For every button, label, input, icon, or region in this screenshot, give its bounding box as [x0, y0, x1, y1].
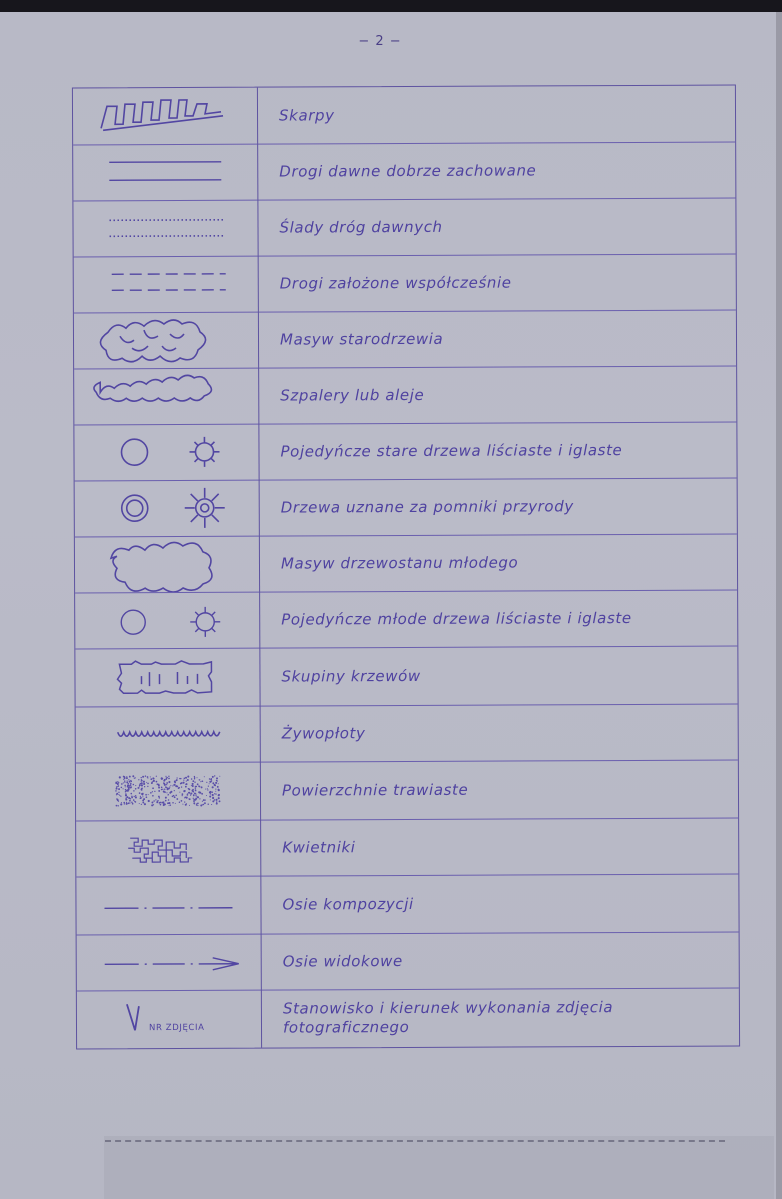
legend-label: Ślady dróg dawnych [279, 217, 443, 237]
legend-label: Drogi założone współcześnie [279, 273, 512, 293]
scan-dashed-edge [105, 1140, 725, 1143]
legend-label: Drzewa uznane za pomniki przyrody [280, 497, 574, 517]
legend-label: Masyw starodrzewia [279, 329, 444, 349]
double-line-icon [73, 144, 258, 201]
dashed-lines-icon [74, 256, 259, 313]
young-single-trees-icon [75, 592, 260, 649]
legend-label: Skupiny krzewów [281, 666, 421, 686]
composition-axis-icon [76, 876, 261, 935]
legend-label: Stanowisko i kierunek wykonania zdjęcia fotograficznego [282, 998, 614, 1037]
legend-label: Masyw drzewostanu młodego [280, 553, 519, 573]
legend-row [75, 478, 737, 538]
flowerbed-icon [76, 820, 261, 877]
dotted-lines-icon [73, 200, 258, 257]
legend-label: Kwietniki [282, 838, 356, 857]
legend-row [74, 254, 736, 314]
legend-row [75, 590, 737, 650]
legend-label: Powierzchnie trawiaste [281, 780, 469, 800]
photo-number-stamp: NR ZDJĘCIA [148, 1022, 205, 1034]
shrub-group-icon [75, 648, 260, 707]
hedge-icon [76, 706, 261, 763]
legend-row [75, 534, 737, 594]
legend-table [72, 85, 740, 1050]
young-tree-mass-icon [75, 536, 260, 593]
legend-row [74, 366, 736, 426]
legend-label: Osie widokowe [282, 952, 403, 971]
legend-label: Drogi dawne dobrze zachowane [279, 161, 537, 181]
monument-trees-icon [75, 480, 260, 537]
legend-row [77, 988, 739, 1049]
legend-row [74, 310, 736, 370]
old-tree-mass-icon [74, 312, 259, 369]
legend-row [75, 646, 737, 708]
legend-label: Skarpy [278, 106, 335, 125]
legend-label: Pojedyńcze stare drzewa liściaste i iglaste [280, 441, 623, 461]
scarp-icon [73, 88, 258, 145]
legend-row [77, 932, 739, 992]
photo-position-icon [77, 990, 262, 1049]
legend-row [76, 760, 738, 822]
legend-label: Osie kompozycji [282, 894, 414, 914]
legend-row [76, 704, 738, 764]
alley-icon [74, 368, 259, 425]
legend-label: Pojedyńcze młode drzewa liściaste i iglaste [281, 609, 632, 629]
page-number: − 2 − [358, 34, 402, 49]
legend-row [76, 874, 738, 936]
scan-right-edge [776, 12, 782, 1199]
legend-row [76, 818, 738, 878]
grass-icon [76, 762, 261, 821]
legend-row [73, 142, 735, 202]
view-axis-icon [77, 934, 262, 991]
legend-row [74, 422, 736, 482]
legend-row [73, 86, 735, 146]
legend-row [73, 198, 735, 258]
legend-label: Szpalery lub aleje [280, 385, 425, 405]
legend-label: Żywopłoty [281, 724, 366, 743]
old-single-trees-icon [74, 424, 259, 481]
scan-bottom-strip [104, 1136, 774, 1199]
